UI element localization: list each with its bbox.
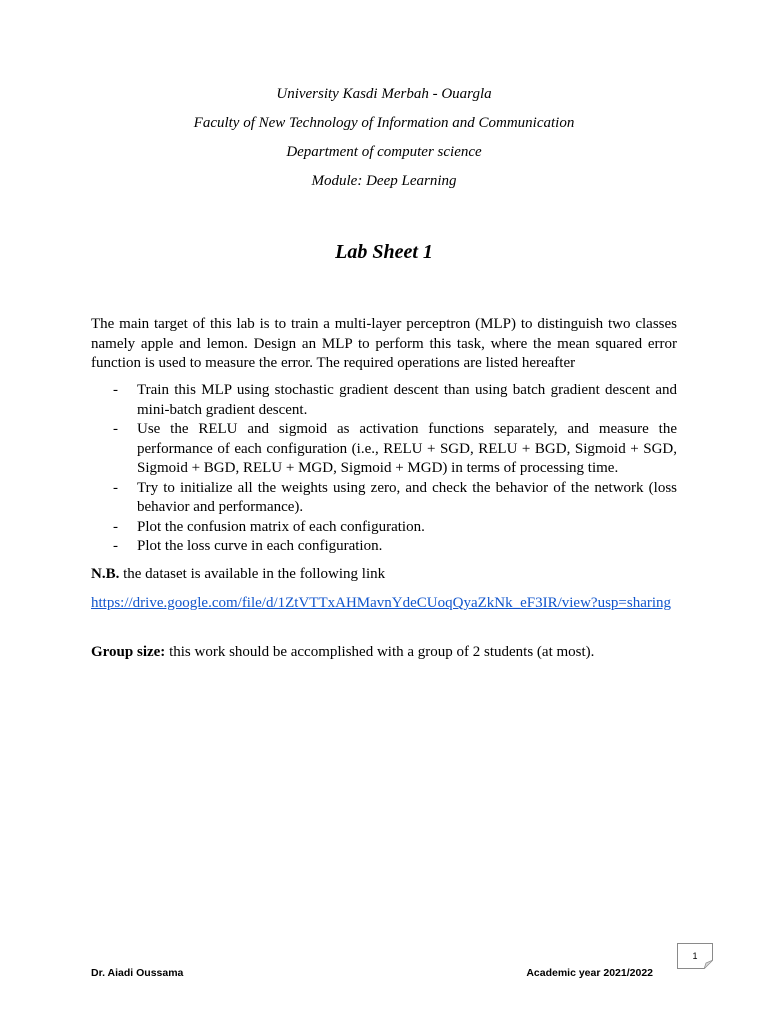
page-number: 1 <box>692 951 698 961</box>
bullet-dash: - <box>113 518 118 535</box>
note-paragraph <box>91 565 677 585</box>
footer-author: Dr. Aiadi Oussama <box>91 967 184 979</box>
list-item <box>91 381 677 420</box>
bullet-dash: - <box>113 479 118 496</box>
faculty-name: Faculty of New Technology of Information and Communication <box>193 115 575 131</box>
list-item <box>91 537 677 557</box>
group-size-paragraph <box>91 643 677 663</box>
page-number-box <box>677 943 713 969</box>
group-size-text: this work should be accomplished with a group of 2 students (at most). <box>165 644 595 660</box>
list-item <box>91 518 677 538</box>
list-item-text: Use the RELU and sigmoid as activation functions separately, and measure the performance of each configuration (i.e., RELU + SGD, RELU + BGD, Sigmoid + SGD, Sigmoid + BGD, RELU + MGD, Sigmoid + MGD) in terms of processing time. <box>137 421 677 476</box>
list-item-text: Train this MLP using stochastic gradient descent than using batch gradient descent and mini-batch gradient descent. <box>137 382 677 418</box>
dataset-link[interactable]: https://drive.google.com/file/d/1ZtVTTxAHMavnYdeCUoqQyaZkNk_eF3IR/view?usp=sharing <box>91 595 672 611</box>
page-corner-fold-icon <box>704 960 713 969</box>
note-label: N.B. <box>91 566 120 582</box>
page-title: Lab Sheet 1 <box>335 241 433 263</box>
list-item <box>91 479 677 518</box>
list-item-text: Plot the loss curve in each configuration. <box>137 538 383 554</box>
university-name: University Kasdi Merbah - Ouargla <box>276 86 492 102</box>
bullet-dash: - <box>113 421 118 437</box>
bullet-dash: - <box>113 538 118 554</box>
list-item-text: Try to initialize all the weights using zero, and check the behavior of the network (loss behavior and performance). <box>137 479 677 515</box>
bullet-dash: - <box>113 382 118 398</box>
task-list <box>91 381 677 557</box>
department-name: Department of computer science <box>286 144 482 160</box>
intro-paragraph: The main target of this lab is to train a multi-layer perceptron (MLP) to distinguish two classes namely apple and lemon. Design an MLP to perform this task, where the mean squared error function is used to measure the error. The required operations are listed hereafter <box>91 316 677 371</box>
list-item-text: Plot the confusion matrix of each configuration. <box>137 518 425 535</box>
footer-academic-year: Academic year 2021/2022 <box>526 967 653 979</box>
group-size-label: Group size: <box>91 644 166 660</box>
list-item <box>91 420 677 479</box>
module-name: Module: Deep Learning <box>311 173 457 189</box>
note-text: the dataset is available in the following link <box>119 566 386 582</box>
